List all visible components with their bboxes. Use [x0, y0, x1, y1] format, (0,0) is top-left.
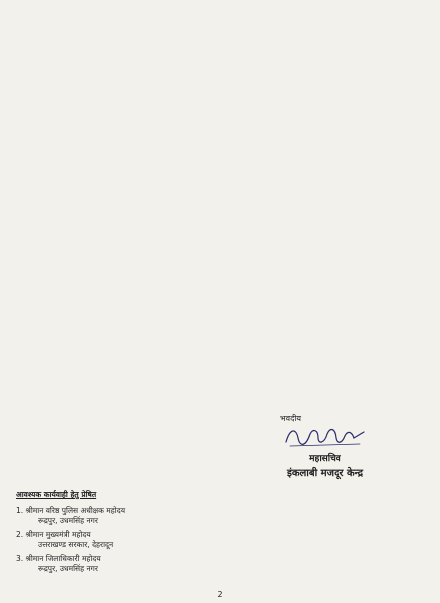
closing-block — [240, 413, 410, 479]
recipient-title: 2. श्रीमान मुख्यमंत्री महोदय — [16, 530, 91, 539]
organization-name: इंकलाबी मजदूर केन्द्र — [286, 468, 364, 479]
recipients-list — [16, 490, 316, 578]
recipient-item — [16, 530, 316, 550]
designation: महासचिव — [309, 454, 341, 464]
valediction: भवदीय — [280, 414, 302, 423]
recipient-address: रूद्रपुर, उधमसिंह नगर — [38, 516, 98, 525]
recipient-address: उत्तराखण्ड सरकार, देहरादून — [38, 540, 114, 549]
recipient-title: 1. श्रीमान वरिष्ठ पुलिस अधीक्षक महोदय — [16, 506, 126, 515]
recipient-address: रूद्रपुर, उधमसिंह नगर — [38, 564, 98, 573]
page-number: 2 — [217, 590, 223, 599]
recipient-item — [16, 506, 316, 526]
recipient-item — [16, 554, 316, 574]
letter-body-placeholder — [18, 6, 422, 290]
recipients-heading: आवश्यक कार्यवाही हेतु प्रेषित — [16, 490, 97, 499]
recipient-title: 3. श्रीमान जिलाधिकारी महोदय — [16, 554, 101, 563]
handwritten-signature — [280, 424, 370, 450]
